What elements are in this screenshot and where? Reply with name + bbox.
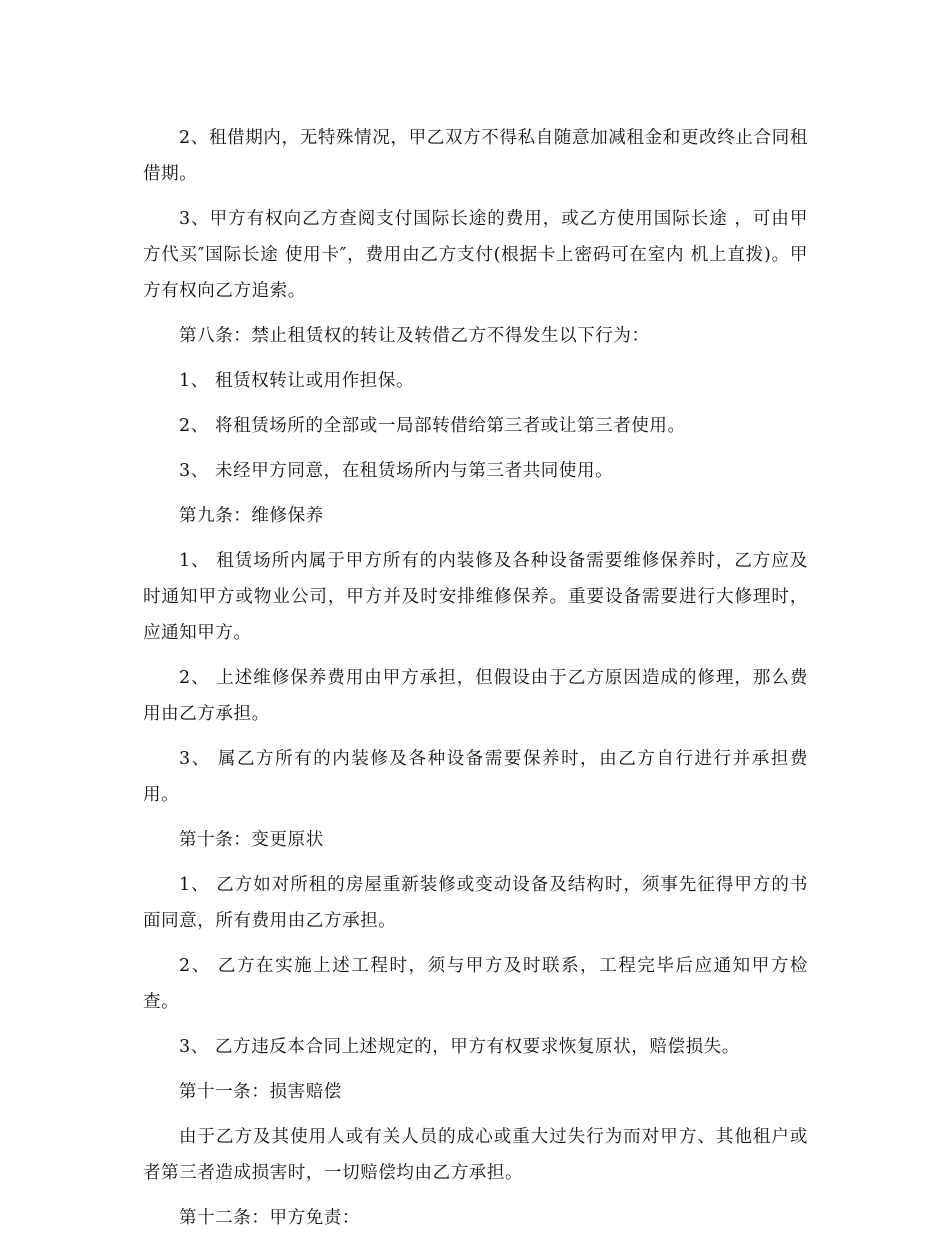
- article-heading: 第八条：禁止租赁权的转让及转借乙方不得发生以下行为：: [179, 326, 650, 346]
- clause-paragraph: 1、 乙方如对所租的房屋重新装修或变动设备及结构时，须事先征得甲方的书面同意，所有费用由乙方承担。: [143, 875, 808, 931]
- article-heading: 第十二条：甲方免责：: [179, 1208, 360, 1228]
- clause-paragraph: 3、 未经甲方同意，在租赁场所内与第三者共同使用。: [179, 461, 614, 481]
- clause-paragraph: 1、 租赁场所内属于甲方所有的内装修及各种设备需要维修保养时，乙方应及时通知甲方或物业公司，甲方并及时安排维修保养。重要设备需要进行大修理时，应通知甲方。: [143, 551, 808, 643]
- clause-paragraph: 2、租借期内，无特殊情况，甲乙双方不得私自随意加减租金和更改终止合同租借期。: [143, 128, 808, 184]
- article-heading: 第十一条：损害赔偿: [179, 1082, 342, 1102]
- clause-paragraph: 2、 乙方在实施上述工程时，须与甲方及时联系，工程完毕后应通知甲方检查。: [143, 956, 808, 1012]
- article-heading: 第九条：维修保养: [179, 506, 324, 526]
- clause-paragraph: 2、 上述维修保养费用由甲方承担，但假设由于乙方原因造成的修理，那么费用由乙方承担。: [143, 668, 808, 724]
- clause-paragraph: 3、 乙方违反本合同上述规定的，甲方有权要求恢复原状，赔偿损失。: [179, 1037, 740, 1057]
- clause-paragraph: 由于乙方及其使用人或有关人员的成心或重大过失行为而对甲方、其他租户或者第三者造成损害时，一切赔偿均由乙方承担。: [143, 1127, 808, 1183]
- clause-paragraph: 1、 租赁权转让或用作担保。: [179, 371, 415, 391]
- clause-paragraph: 3、 属乙方所有的内装修及各种设备需要保养时，由乙方自行进行并承担费用。: [143, 749, 808, 805]
- document-page: [143, 120, 808, 1245]
- clause-paragraph: 3、甲方有权向乙方查阅支付国际长途的费用，或乙方使用国际长途 ，可由甲方代买″国际长途 使用卡″，费用由乙方支付(根据卡上密码可在室内 机上直拨)。甲方有权向乙方追索。: [143, 209, 808, 301]
- clause-paragraph: 2、 将租赁场所的全部或一局部转借给第三者或让第三者使用。: [179, 416, 686, 436]
- article-heading: 第十条：变更原状: [179, 830, 324, 850]
